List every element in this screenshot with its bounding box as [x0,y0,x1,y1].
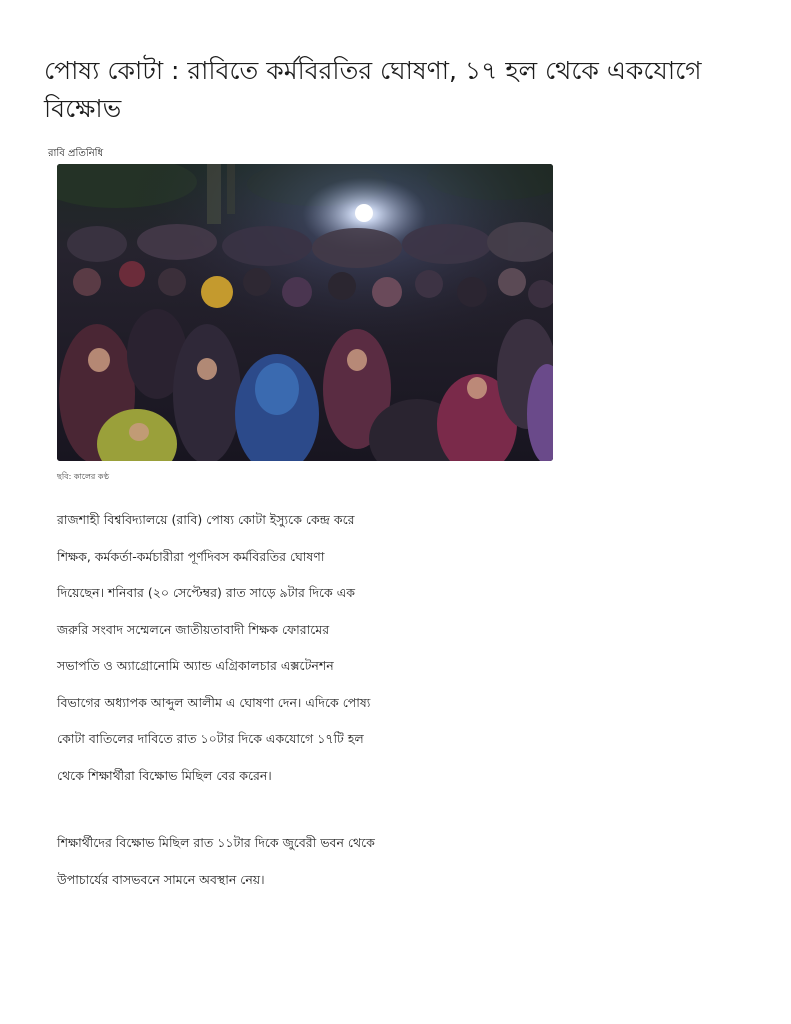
paragraph-line: জরুরি সংবাদ সম্মেলনে জাতীয়তাবাদী শিক্ষক ফোরামের [57,621,330,637]
paragraph-line: রাজশাহী বিশ্ববিদ্যালয়ে (রাবি) পোষ্য কোটা ইস্যুকে কেন্দ্র করে [57,512,355,527]
paragraph-line: বিভাগের অধ্যাপক আব্দুল আলীম এ ঘোষণা দেন। এদিকে পোষ্য [57,694,371,710]
paragraph-line: থেকে শিক্ষার্থীরা বিক্ষোভ মিছিল বের করেন। [57,767,272,783]
article-byline: রাবি প্রতিনিধি [48,148,104,159]
paragraph-line: শিক্ষক, কর্মকর্তা-কর্মচারীরা পূর্ণদিবস কর্মবিরতির ঘোষণা [57,548,325,564]
article-paragraph-1 [57,513,457,805]
article-paragraph-2 [57,836,457,909]
photo-caption: ছবি: কালের কণ্ঠ [57,472,110,481]
article-headline: পোষ্য কোটা : রাবিতে কর্মবিরতির ঘোষণা, ১৭ হল থেকে একযোগে বিক্ষোভ [44,56,702,123]
paragraph-line: উপাচার্যের বাসভবনে সামনে অবস্থান নেয়। [57,871,265,887]
paragraph-line: দিয়েছেন। শনিবার (২০ সেপ্টেম্বর) রাত সাড়ে ৯টার দিকে এক [57,585,356,600]
paragraph-line: শিক্ষার্থীদের বিক্ষোভ মিছিল রাত ১১টার দিকে জুবেরী ভবন থেকে [57,835,375,850]
article-photo [57,164,553,461]
paragraph-line: কোটা বাতিলের দাবিতে রাত ১০টার দিকে একযোগে ১৭টি হল [57,731,364,746]
paragraph-line: সভাপতি ও অ্যাগ্রোনোমি অ্যান্ড এগ্রিকালচার এক্সটেনশন [57,658,334,673]
